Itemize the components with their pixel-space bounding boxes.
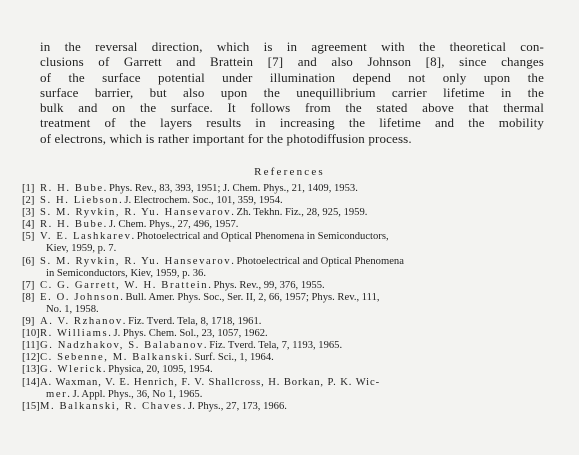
- reference-continuation: No. 1, 1958.: [46, 303, 99, 315]
- reference-authors: A. Waxman, V. E. Henrich, F. V. Shallcross, H. Borkan, P. K. Wic-: [40, 376, 381, 388]
- reference-authors: C. Sebenne, M. Balkanski: [40, 352, 190, 364]
- reference-text: . Surf. Sci., 1, 1964.: [189, 352, 274, 364]
- reference-authors: V. E. Lashkarev: [40, 231, 132, 243]
- reference-text: . Fiz. Tverd. Tela, 8, 1718, 1961.: [122, 316, 262, 328]
- reference-item: [22, 340, 542, 352]
- reference-number: [12]: [22, 352, 40, 364]
- reference-authors: C. G. Garrett, W. H. Brattein: [40, 279, 209, 291]
- reference-text: . J. Chem. Phys., 27, 496, 1957.: [103, 219, 239, 231]
- reference-continuation: . J. Appl. Phys., 36, No 1, 1965.: [67, 388, 203, 400]
- reference-item: [22, 231, 542, 255]
- reference-number: [9]: [22, 316, 35, 328]
- reference-authors: M. Balkanski, R. Chaves: [40, 400, 183, 412]
- reference-item: [22, 401, 542, 413]
- reference-text: . Bull. Amer. Phys. Soc., Ser. II, 2, 66, 1957; Phys. Rev., 111,: [120, 291, 380, 303]
- reference-text: . J. Phys. Chem. Sol., 23, 1057, 1962.: [108, 328, 268, 340]
- reference-number: [3]: [22, 207, 35, 219]
- reference-number: [15]: [22, 400, 40, 412]
- reference-text: . Photoelectrical and Optical Phenomena: [231, 255, 404, 267]
- reference-number: [6]: [22, 255, 35, 267]
- reference-item: [22, 364, 542, 376]
- body-paragraph: [40, 39, 544, 146]
- reference-authors: R. Williams: [40, 328, 109, 340]
- reference-authors: G. Nadzhakov, S. Balabanov: [40, 340, 204, 352]
- reference-number: [14]: [22, 376, 40, 388]
- paragraph-line: of electrons, which is rather important for the photodiffusion process.: [40, 130, 412, 146]
- paragraph-line: of the surface potential under illumination depend not only upon the: [40, 69, 544, 85]
- reference-text: . Photoelectrical and Optical Phenomena in Semiconductors,: [131, 231, 389, 243]
- reference-text: . Fiz. Tverd. Tela, 7, 1193, 1965.: [203, 340, 343, 352]
- reference-text: . Phys. Rev., 99, 376, 1955.: [208, 279, 325, 291]
- paragraph-line: treatment of the layers results in increasing the lifetime and the mobility: [40, 115, 544, 131]
- reference-item: [22, 183, 542, 195]
- reference-number: [11]: [22, 340, 40, 352]
- reference-item: [22, 195, 542, 207]
- reference-authors: R. H. Bube: [40, 219, 104, 231]
- reference-text: . Phys. Rev., 83, 393, 1951; J. Chem. Phys., 21, 1409, 1953.: [103, 183, 358, 194]
- reference-authors: S. H. Liebson: [40, 195, 120, 207]
- reference-item: [22, 316, 542, 328]
- reference-continuation: Kiev, 1959, p. 7.: [46, 243, 117, 255]
- reference-text: . Zh. Tekhn. Fiz., 28, 925, 1959.: [231, 207, 368, 219]
- reference-text: . J. Phys., 27, 173, 1966.: [182, 400, 287, 412]
- reference-item: [22, 377, 542, 401]
- reference-continuation: in Semiconductors, Kiev, 1959, p. 36.: [46, 267, 206, 279]
- paragraph-line: surface barrier, but also upon the unequillibrium carrier lifetime in the: [40, 84, 544, 100]
- reference-authors: E. O. Johnson: [40, 291, 121, 303]
- reference-number: [1]: [22, 183, 35, 194]
- paragraph-line: clusions of Garrett and Brattein [7] and also Johnson [8], since changes: [40, 54, 544, 70]
- paragraph-line: bulk and on the surface. It follows from the stated above that thermal: [40, 100, 544, 116]
- reference-number: [8]: [22, 291, 35, 303]
- reference-authors: A. V. Rzhanov: [40, 316, 123, 328]
- reference-item: [22, 219, 542, 231]
- reference-authors: S. M. Ryvkin, R. Yu. Hansevarov: [40, 207, 232, 219]
- reference-number: [13]: [22, 364, 40, 376]
- paragraph-line: in the reversal direction, which is in agreement with the theoretical con-: [40, 39, 544, 54]
- references-list: [22, 183, 542, 413]
- reference-item: [22, 328, 542, 340]
- references-heading: References: [254, 166, 325, 178]
- reference-number: [10]: [22, 328, 40, 340]
- reference-number: [2]: [22, 195, 35, 207]
- reference-number: [5]: [22, 231, 35, 243]
- reference-item: [22, 280, 542, 292]
- reference-item: [22, 207, 542, 219]
- reference-authors: G. Wlerick: [40, 364, 103, 376]
- reference-text: . J. Electrochem. Soc., 101, 359, 1954.: [119, 195, 283, 207]
- reference-item: [22, 352, 542, 364]
- reference-text: . Physica, 20, 1095, 1954.: [102, 364, 213, 376]
- reference-authors: S. M. Ryvkin, R. Yu. Hansevarov: [40, 255, 232, 267]
- reference-item: [22, 256, 542, 280]
- reference-authors: R. H. Bube: [40, 183, 104, 194]
- reference-number: [7]: [22, 279, 35, 291]
- reference-continuation-authors: mer: [46, 388, 68, 400]
- reference-number: [4]: [22, 219, 35, 231]
- reference-item: [22, 292, 542, 316]
